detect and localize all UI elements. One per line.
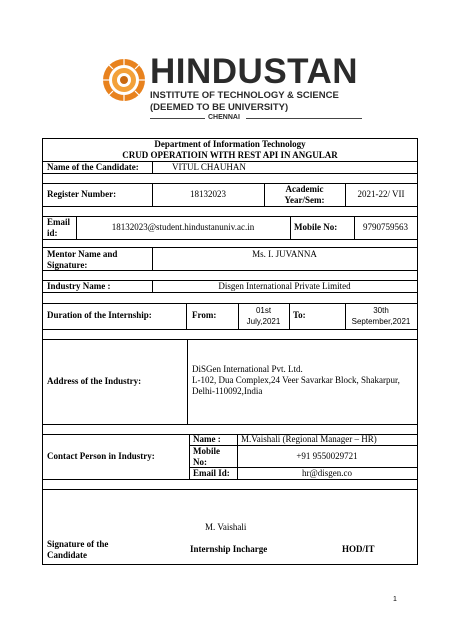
- from-value: [238, 305, 289, 327]
- mentor-label-2: Signature:: [47, 260, 88, 270]
- industry-value: Disgen International Private Limited: [218, 281, 351, 291]
- candidate-signature-label: [47, 539, 108, 561]
- candidate-value: VITUL CHAUHAN: [172, 162, 246, 172]
- email-label: [47, 217, 70, 239]
- contact-name-value: M.Vaishali (Regional Manager – HR): [241, 434, 377, 444]
- university-emblem-icon: [101, 57, 147, 103]
- incharge-signature-label: Internship Incharge: [190, 544, 268, 554]
- contact-name-label: Name :: [193, 434, 221, 444]
- contact-mobile-label-1: Mobile: [193, 446, 220, 456]
- contact-mobile-label: [193, 446, 220, 468]
- logo-city: CHENNAI: [208, 114, 240, 121]
- contact-email-value: hr@disgen.co: [301, 468, 353, 478]
- from-label: From:: [192, 310, 217, 320]
- duration-label: Duration of the Internship:: [47, 310, 152, 320]
- register-label: Register Number:: [47, 189, 117, 199]
- email-label-2: id:: [47, 228, 58, 238]
- to-value-1: 30th: [373, 306, 389, 315]
- contact-mobile-label-2: No:: [193, 457, 207, 467]
- logo-rule-right: [246, 118, 362, 119]
- address-line-3: Delhi-110092,India: [192, 386, 263, 396]
- address-label: Address of the Industry:: [47, 376, 142, 386]
- department-title: Department of Information Technology: [154, 139, 306, 149]
- logo-rule-left: [150, 118, 205, 119]
- email-label-1: Email: [47, 217, 71, 227]
- address-line-2: L-102, Dua Complex,24 Veer Savarkar Block, Shakarpur,: [192, 375, 400, 385]
- academic-year-label-2: Year/Sem:: [284, 195, 325, 205]
- academic-year-value: 2021-22/ VII: [357, 189, 405, 199]
- register-value: 18132023: [190, 189, 226, 199]
- hod-signature-label: HOD/IT: [342, 544, 375, 554]
- candidate-label: Name of the Candidate:: [47, 162, 139, 172]
- mentor-label-1: Mentor Name and: [47, 249, 118, 259]
- mobile-value: 9790759563: [363, 222, 408, 232]
- page-number: 1: [393, 596, 397, 603]
- contact-label: Contact Person in Industry:: [47, 451, 155, 461]
- from-value-2: July,2021: [246, 317, 281, 326]
- project-title: CRUD OPERATIOIN WITH REST API IN ANGULAR: [122, 150, 338, 160]
- email-value: 18132023@student.hindustanuniv.ac.in: [111, 222, 255, 232]
- to-value: [345, 305, 417, 327]
- contact-email-label: Email Id:: [193, 468, 230, 478]
- logo-name: HINDUSTAN: [150, 52, 359, 91]
- academic-year-label: [264, 184, 345, 206]
- to-label: To:: [293, 310, 306, 320]
- candidate-signature-label-2: Candidate: [47, 550, 88, 560]
- logo-subtitle: INSTITUTE OF TECHNOLOGY & SCIENCE: [150, 90, 339, 101]
- signer-name: M. Vaishali: [205, 522, 247, 532]
- industry-label: Industry Name :: [47, 281, 111, 291]
- mobile-label: Mobile No:: [294, 222, 338, 232]
- from-value-1: 01st: [255, 306, 272, 315]
- to-value-2: September,2021: [351, 317, 411, 326]
- mentor-value: Ms. I. JUVANNA: [252, 249, 317, 259]
- contact-mobile-value: +91 9550029721: [296, 451, 358, 461]
- address-line-1: DiSGen International Pvt. Ltd.: [192, 364, 303, 374]
- mentor-label: [47, 249, 117, 271]
- logo-deemed: (DEEMED TO BE UNIVERSITY): [150, 102, 289, 113]
- academic-year-label-1: Academic: [285, 184, 324, 194]
- candidate-signature-label-1: Signature of the: [47, 539, 109, 549]
